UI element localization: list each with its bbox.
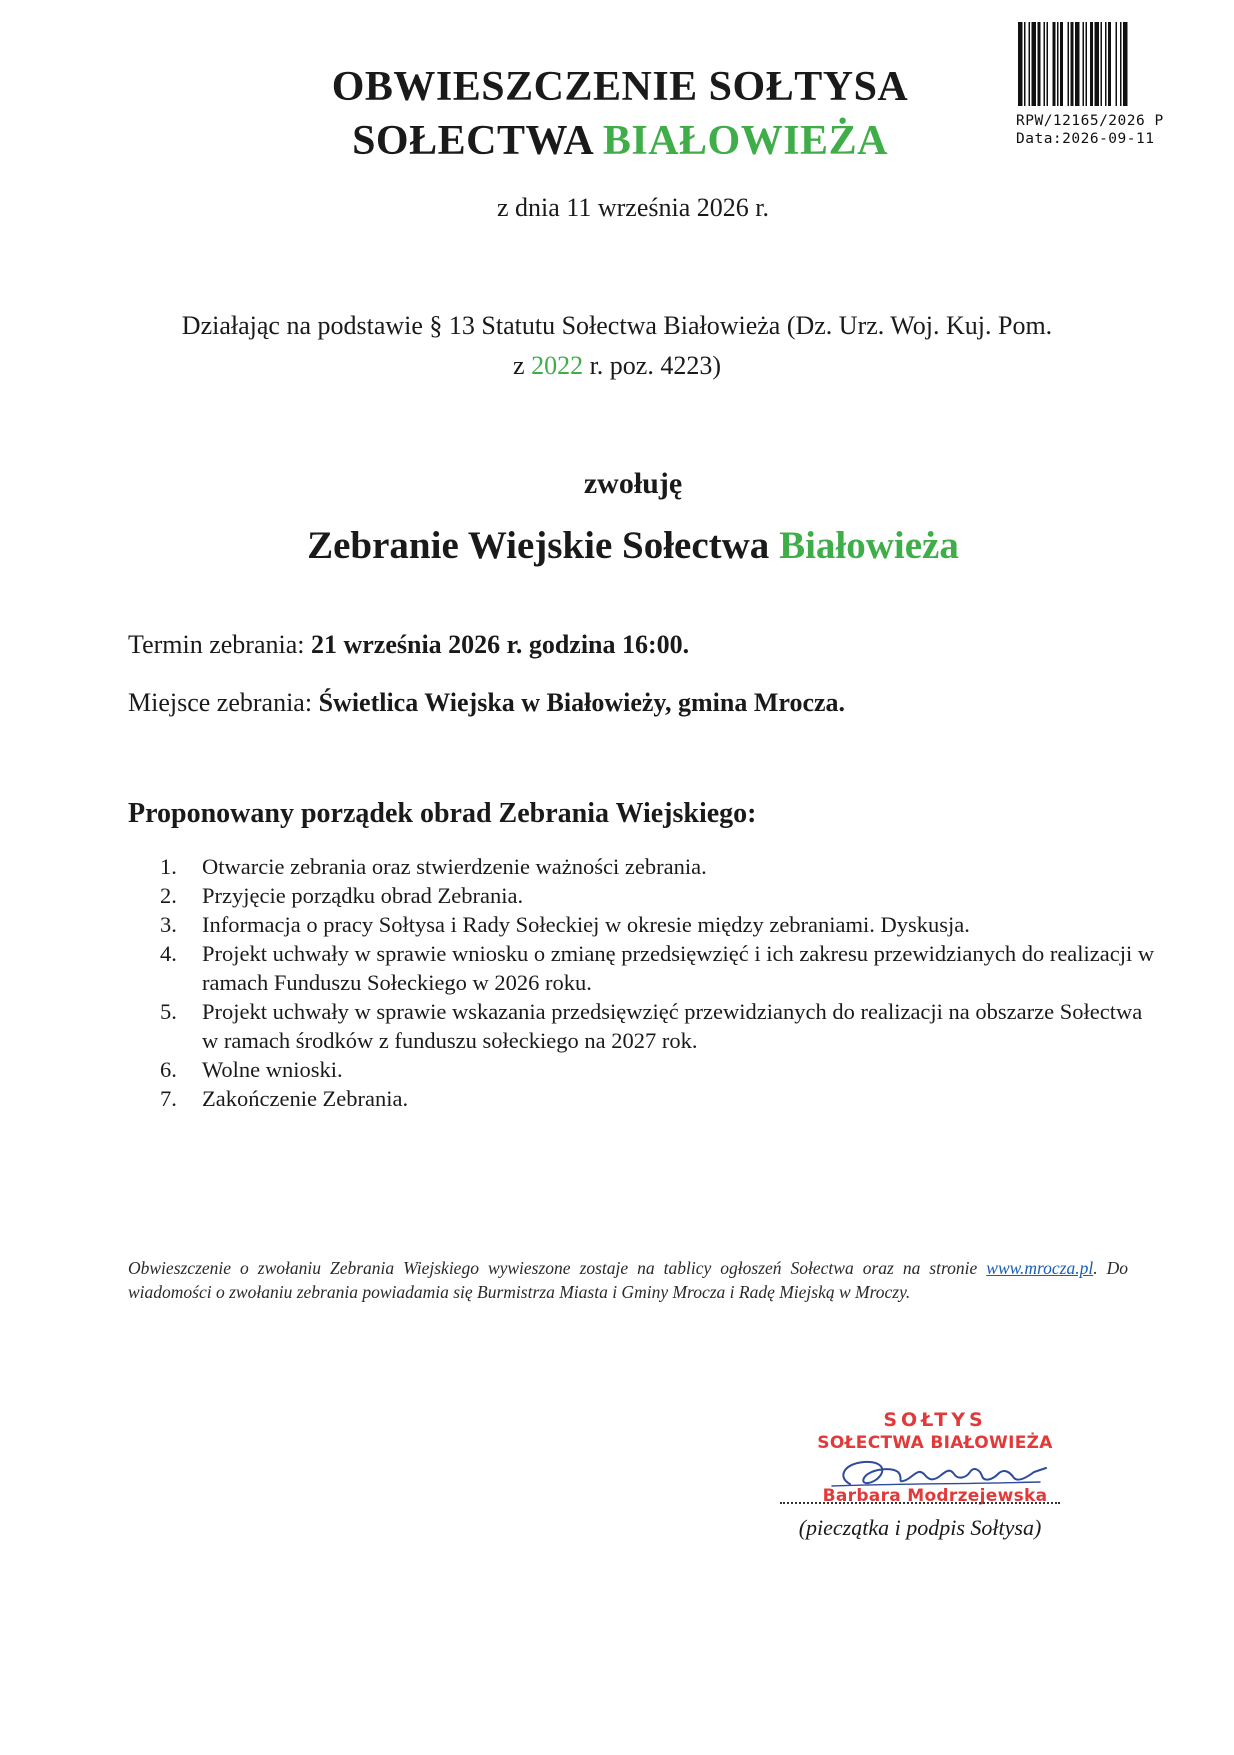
stamp-line-1: SOŁTYS bbox=[883, 1409, 987, 1431]
stamp-line-2: SOŁECTWA BIAŁOWIEŻA bbox=[817, 1433, 1053, 1453]
agenda-item-text: Projekt uchwały w sprawie wniosku o zmianę przedsięwzięć i ich zakresu przewidzianych do realizacji w ramach Funduszu Sołeckiego w 2026 roku. bbox=[202, 941, 1155, 995]
agenda-item-number: 6. bbox=[160, 1057, 177, 1082]
meeting-title-highlight: Białowieża bbox=[779, 524, 959, 567]
mrocza-website-link[interactable]: www.mrocza.pl bbox=[986, 1258, 1094, 1278]
meeting-term bbox=[128, 628, 1188, 662]
agenda-list bbox=[160, 852, 1160, 1113]
meeting-term-value: 21 września 2026 r. godzina 16:00. bbox=[310, 630, 690, 659]
meeting-title-prefix: Zebranie Wiejskie Sołectwa bbox=[307, 524, 780, 567]
stamp-signatory-name: Barbara Modrzejewska bbox=[822, 1486, 1048, 1506]
signature-dotted-line bbox=[780, 1502, 1060, 1504]
agenda-item-number: 2. bbox=[160, 883, 177, 908]
legal-basis-line-2-suffix: r. poz. 4223) bbox=[583, 351, 721, 380]
meeting-place-value: Świetlica Wiejska w Białowieży, gmina Mrocza. bbox=[318, 688, 846, 717]
title-line-1: OBWIESZCZENIE SOŁTYSA bbox=[331, 64, 909, 110]
agenda-item-text: Informacja o pracy Sołtysa i Rady Sołeckiej w okresie między zebraniami. Dyskusja. bbox=[202, 912, 970, 937]
title-line-2-prefix: SOŁECTWA bbox=[352, 118, 603, 164]
agenda-item bbox=[160, 852, 1160, 881]
agenda-item-number: 1. bbox=[160, 854, 177, 879]
legal-basis-line-1: Działając na podstawie § 13 Statutu Sołectwa Białowieża (Dz. Urz. Woj. Kuj. Pom. bbox=[181, 311, 1053, 340]
signature-caption: (pieczątka i podpis Sołtysa) bbox=[798, 1515, 1042, 1540]
document-date: z dnia 11 września 2026 r. bbox=[497, 193, 769, 222]
notice-text-part-2: . Do wiadomości o zwołaniu zebrania powiadamia się Burmistrza Miasta i Gminy Mrocza i Radę Miejską w Mroczy. bbox=[128, 1258, 1128, 1302]
agenda-title: Proponowany porządek obrad Zebrania Wiejskiego: bbox=[128, 798, 757, 829]
publication-notice bbox=[128, 1256, 1128, 1304]
meeting-title bbox=[150, 520, 1116, 572]
title-line-2-highlight: BIAŁOWIEŻA bbox=[602, 118, 888, 164]
agenda-item-number: 7. bbox=[160, 1086, 177, 1111]
meeting-place-label: Miejsce zebrania: bbox=[128, 688, 319, 717]
legal-basis bbox=[100, 306, 1134, 386]
meeting-term-label: Termin zebrania: bbox=[128, 630, 311, 659]
legal-basis-line-2-prefix: z bbox=[513, 351, 532, 380]
agenda-item-text: Przyjęcie porządku obrad Zebrania. bbox=[202, 883, 524, 908]
barcode-image bbox=[1016, 22, 1188, 106]
convene-word: zwołuję bbox=[583, 467, 683, 500]
agenda-item-text: Otwarcie zebrania oraz stwierdzenie ważności zebrania. bbox=[202, 854, 707, 879]
agenda-item bbox=[160, 1084, 1160, 1113]
registry-number: RPW/12165/2026 P bbox=[1016, 113, 1164, 129]
agenda-item-number: 5. bbox=[160, 999, 177, 1024]
agenda-item bbox=[160, 997, 1160, 1055]
agenda-item bbox=[160, 1055, 1160, 1084]
registry-date: Data:2026-09-11 bbox=[1016, 131, 1155, 147]
document-title bbox=[220, 60, 1020, 168]
agenda-item bbox=[160, 881, 1160, 910]
agenda-item-number: 3. bbox=[160, 912, 177, 937]
agenda-item-text: Wolne wnioski. bbox=[202, 1057, 343, 1082]
agenda-item bbox=[160, 910, 1160, 939]
agenda-item bbox=[160, 939, 1160, 997]
agenda-item-number: 4. bbox=[160, 941, 177, 966]
notice-text-part-1: Obwieszczenie o zwołaniu Zebrania Wiejskiego wywieszone zostaje na tablicy ogłoszeń Sołectwa oraz na stronie bbox=[128, 1258, 987, 1278]
legal-basis-year: 2022 bbox=[531, 351, 584, 380]
registry-barcode-block bbox=[1016, 22, 1188, 148]
meeting-place bbox=[128, 686, 1188, 720]
soltys-stamp bbox=[790, 1408, 1080, 1506]
agenda-item-text: Projekt uchwały w sprawie wskazania przedsięwzięć przewidzianych do realizacji na obszarze Sołectwa w ramach środków z funduszu sołeckiego na 2027 rok. bbox=[202, 999, 1143, 1053]
agenda-item-text: Zakończenie Zebrania. bbox=[202, 1086, 409, 1111]
